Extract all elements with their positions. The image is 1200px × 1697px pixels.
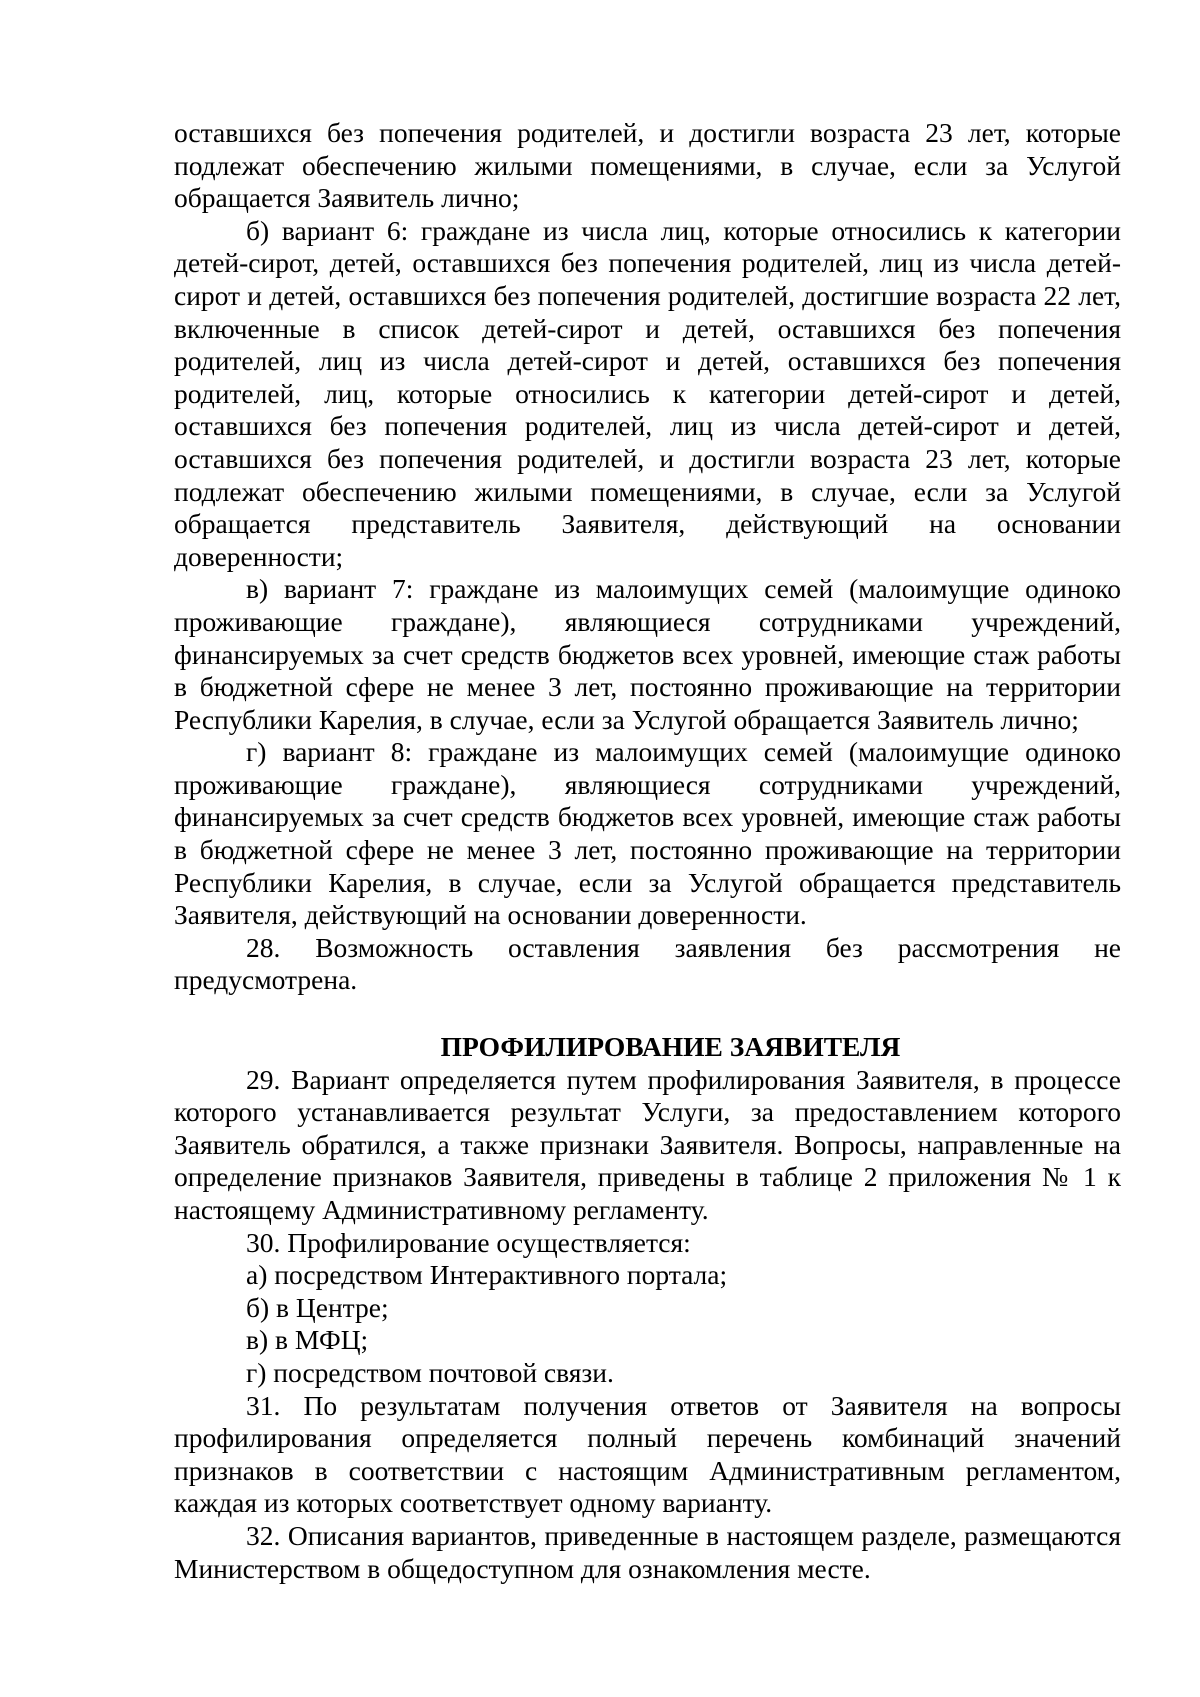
list-item-a: а) посредством Интерактивного портала; [246, 1259, 728, 1291]
paragraph-28: 28. Возможность оставления заявления без рассмотрения не предусмотрена. [174, 931, 1121, 996]
paragraph-variant-8: г) вариант 8: граждане из малоимущих семей (малоимущие одиноко проживающие граждане), являющиеся сотрудниками учреждений, финансируемых за счет средств бюджетов всех уровней, имеющие стаж работы в бюджетной сфере не менее 3 лет, постоянно проживающие на территории Республики Карелия, в случае, если за Услугой обращается представитель Заявителя, действующий на основании доверенности. [174, 736, 1121, 931]
paragraph-variant-7: в) вариант 7: граждане из малоимущих семей (малоимущие одиноко проживающие граждане), являющиеся сотрудниками учреждений, финансируемых за счет средств бюджетов всех уровней, имеющие стаж работы в бюджетной сфере не менее 3 лет, постоянно проживающие на территории Республики Карелия, в случае, если за Услугой обращается Заявитель лично; [174, 573, 1121, 735]
paragraph-29: 29. Вариант определяется путем профилирования Заявителя, в процессе которого устанавливается результат Услуги, за предоставлением которого Заявитель обратился, а также признаки Заявителя. Вопросы, направленные на определение признаков Заявителя, приведены в таблице 2 приложения № 1 к настоящему Административному регламенту. [174, 1063, 1121, 1225]
list-item-b: б) в Центре; [246, 1291, 389, 1323]
paragraph-continuation: оставшихся без попечения родителей, и достигли возраста 23 лет, которые подлежат обеспечению жилыми помещениями, в случае, если за Услугой обращается Заявитель лично; [174, 117, 1121, 214]
list-item-g: г) посредством почтовой связи. [246, 1356, 614, 1388]
paragraph-31: 31. По результатам получения ответов от Заявителя на вопросы профилирования определяется полный перечень комбинаций значений признаков в соответствии с настоящим Административным регламентом, каждая из которых соответствует одному варианту. [174, 1389, 1121, 1519]
section-heading: ПРОФИЛИРОВАНИЕ ЗАЯВИТЕЛЯ [440, 1031, 901, 1063]
list-item-v: в) в МФЦ; [246, 1324, 369, 1356]
document-page [174, 117, 1121, 1585]
paragraph-variant-6: б) вариант 6: граждане из числа лиц, которые относились к категории детей-сирот, детей, оставшихся без попечения родителей, лиц из числа детей-сирот и детей, оставшихся без попечения родителей, достигшие возраста 22 лет, включенные в список детей-сирот и детей, оставшихся без попечения родителей, лиц из числа детей-сирот и детей, оставшихся без попечения родителей, лиц, которые относились к категории детей-сирот и детей, оставшихся без попечения родителей, лиц из числа детей-сирот и детей, оставшихся без попечения родителей, и достигли возраста 23 лет, которые подлежат обеспечению жилыми помещениями, в случае, если за Услугой обращается представитель Заявителя, действующий на основании доверенности; [174, 214, 1121, 572]
paragraph-30: 30. Профилирование осуществляется: [246, 1226, 691, 1258]
paragraph-32: 32. Описания вариантов, приведенные в настоящем разделе, размещаются Министерством в общедоступном для ознакомления месте. [174, 1519, 1121, 1584]
